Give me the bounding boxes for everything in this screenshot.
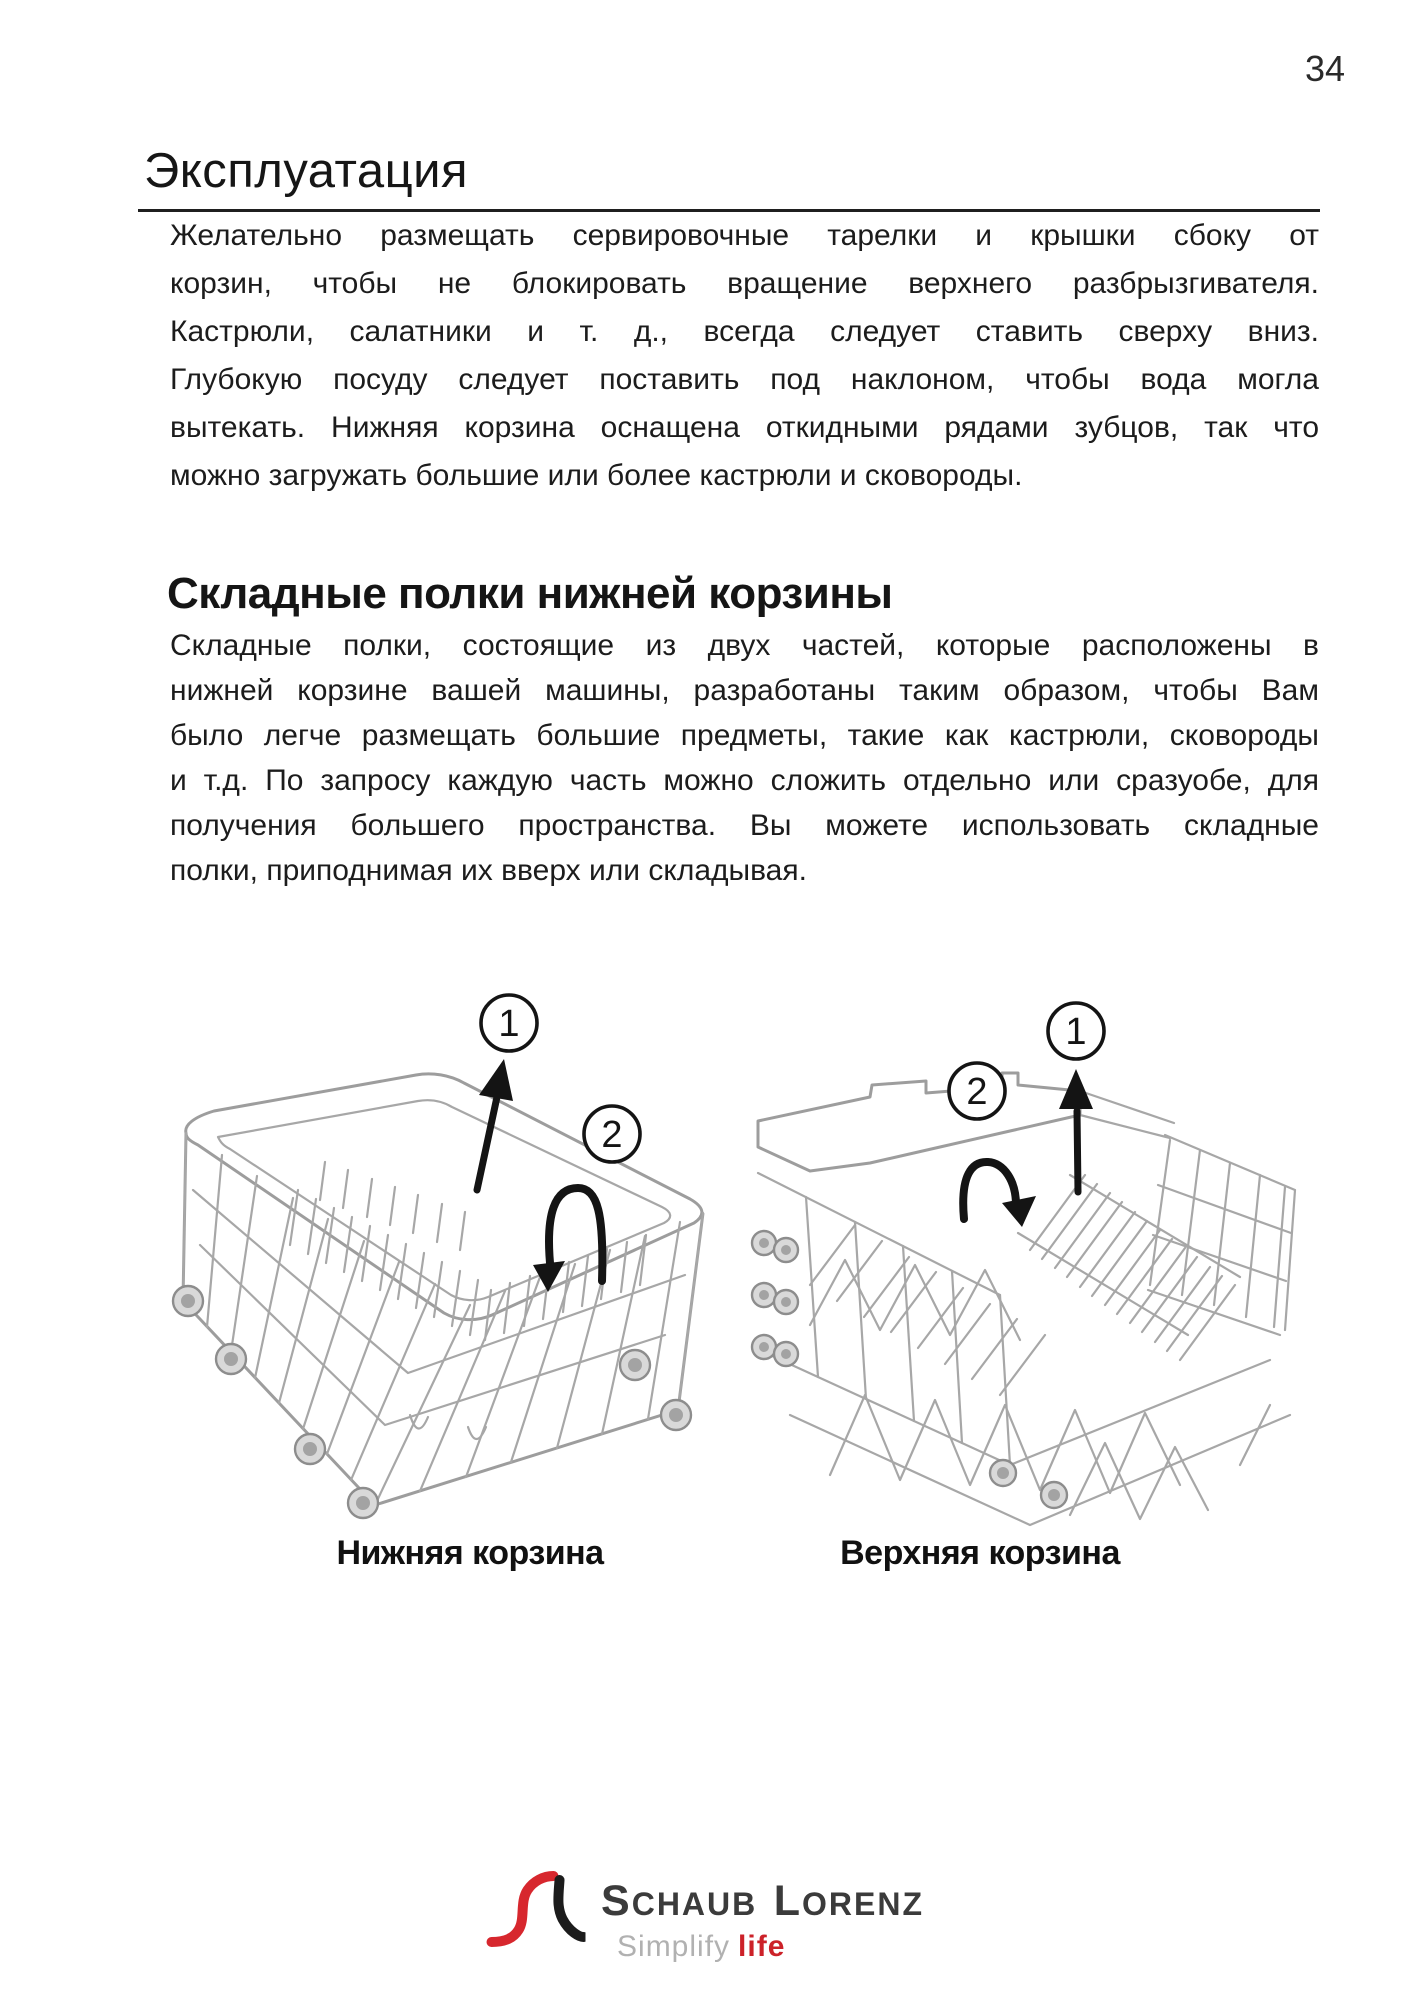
callout-1-badge xyxy=(481,995,537,1051)
paragraph-line: было легче размещать большие предметы, такие как кастрюли, сковороды xyxy=(170,719,1319,752)
paragraph-line: Кастрюли, салатники и т. д., всегда следует ставить сверху вниз. xyxy=(170,315,1319,348)
paragraph-line: Желательно размещать сервировочные тарелки и крышки сбоку от xyxy=(170,219,1319,252)
paragraph-line: получения большего пространства. Вы можете использовать складные xyxy=(170,809,1319,842)
fold-arrow-icon xyxy=(963,1162,1036,1227)
lower-basket-figure xyxy=(170,985,715,1530)
section-paragraph xyxy=(170,623,1319,893)
paragraph-line: можно загружать большие или более кастрюли и сковороды. xyxy=(170,459,1023,492)
lift-arrow-icon xyxy=(477,1059,513,1190)
paragraph-line: Глубокую посуду следует поставить под наклоном, чтобы вода могла xyxy=(170,363,1319,396)
upper-basket-caption: Верхняя корзина xyxy=(840,1534,1120,1572)
tagline-word2: life xyxy=(738,1930,786,1963)
callout-2-badge xyxy=(584,1106,640,1162)
brand-word2-initial: L xyxy=(773,1877,802,1925)
upper-basket-wireframe xyxy=(752,1073,1295,1525)
section-heading: Складные полки нижней корзины xyxy=(167,569,893,618)
callout-1-badge xyxy=(1048,1003,1104,1059)
brand-word1-rest: CHAUB xyxy=(631,1886,758,1922)
paragraph-line: вытекать. Нижняя корзина оснащена откидными рядами зубцов, так что xyxy=(170,411,1319,444)
brand-mark-icon xyxy=(485,1868,585,1952)
upper-basket-figure xyxy=(750,995,1310,1540)
brand-word1-initial: S xyxy=(601,1877,632,1925)
callout-2-number: 2 xyxy=(966,1071,988,1113)
paragraph-line: и т.д. По запросу каждую часть можно сложить отдельно или сразуобе, для xyxy=(170,764,1319,797)
paragraph-line: полки, приподнимая их вверх или складывая. xyxy=(170,854,807,887)
paragraph-line: нижней корзине вашей машины, разработаны таким образом, чтобы Вам xyxy=(170,674,1319,707)
paragraph-line: корзин, чтобы не блокировать вращение верхнего разбрызгивателя. xyxy=(170,267,1319,300)
basket-wheel xyxy=(173,1286,203,1316)
callout-1-number: 1 xyxy=(498,1003,520,1045)
basket-roller xyxy=(1041,1482,1067,1508)
paragraph-line: Складные полки, состоящие из двух частей, которые расположены в xyxy=(170,629,1319,662)
brand-name xyxy=(601,1877,924,1925)
lower-basket-caption: Нижняя корзина xyxy=(336,1534,604,1572)
callout-2-badge xyxy=(949,1063,1005,1119)
callout-1-number: 1 xyxy=(1065,1011,1087,1053)
basket-wheel xyxy=(348,1488,378,1518)
basket-wheel xyxy=(661,1400,691,1430)
brand-logo xyxy=(485,1866,924,1964)
basket-roller xyxy=(752,1335,798,1366)
tagline-word1: Simplify xyxy=(617,1930,731,1963)
intro-paragraph xyxy=(170,212,1319,500)
page-title: Эксплуатация xyxy=(144,144,469,198)
basket-wheel xyxy=(620,1350,650,1380)
brand-word2-rest: ORENZ xyxy=(801,1886,924,1922)
callout-2-number: 2 xyxy=(601,1114,623,1156)
basket-roller xyxy=(990,1460,1016,1486)
brand-tagline xyxy=(617,1930,924,1964)
basket-roller xyxy=(752,1231,798,1262)
page-number: 34 xyxy=(1304,48,1345,89)
lift-arrow-icon xyxy=(1059,1069,1093,1192)
basket-wheel xyxy=(216,1344,246,1374)
basket-wheel xyxy=(295,1434,325,1464)
brand-text xyxy=(601,1877,924,1964)
basket-roller xyxy=(752,1283,798,1314)
